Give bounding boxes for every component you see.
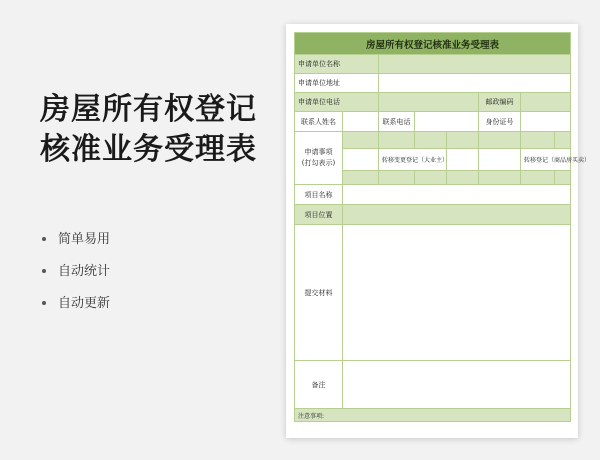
contact-phone-field bbox=[415, 112, 479, 132]
project-name-field bbox=[343, 185, 571, 205]
postcode-label: 邮政编码 bbox=[479, 93, 521, 112]
applicant-phone-label: 申请单位电话 bbox=[295, 93, 379, 112]
remarks-field bbox=[343, 361, 571, 409]
materials-label: 提交材料 bbox=[295, 225, 343, 361]
remarks-label: 备注 bbox=[295, 361, 343, 409]
feature-item: 自动统计 bbox=[42, 264, 110, 280]
headline-line-2: 核准业务受理表 bbox=[40, 132, 257, 167]
registration-form-table bbox=[294, 32, 591, 422]
option-2-checkbox bbox=[479, 149, 521, 171]
project-location-label: 项目位置 bbox=[295, 205, 343, 225]
materials-field bbox=[343, 225, 571, 361]
bullet-icon bbox=[42, 269, 46, 273]
id-number-label: 身份证号 bbox=[479, 112, 521, 132]
application-matter-label: 申请事项 (打勾表示) bbox=[295, 132, 343, 185]
postcode-field bbox=[521, 93, 571, 112]
option-1-blank bbox=[447, 149, 479, 171]
applicant-address-label: 申请单位地址 bbox=[295, 74, 379, 93]
page-headline bbox=[40, 90, 257, 170]
headline-line-1: 房屋所有权登记 bbox=[40, 92, 257, 127]
form-title: 房屋所有权登记核准业务受理表 bbox=[295, 33, 571, 55]
applicant-name-field bbox=[379, 55, 571, 74]
applicant-address-field bbox=[379, 74, 571, 93]
id-number-field bbox=[521, 112, 571, 132]
feature-item: 自动更新 bbox=[42, 296, 110, 312]
bullet-icon bbox=[42, 237, 46, 241]
applicant-phone-field bbox=[379, 93, 479, 112]
contact-phone-label: 联系电话 bbox=[379, 112, 415, 132]
contact-name-field bbox=[343, 112, 379, 132]
form-preview-sheet bbox=[286, 24, 591, 438]
feature-list bbox=[42, 232, 110, 328]
feature-item: 简单易用 bbox=[42, 232, 110, 248]
option-1-label: 转移变更登记（大业主） bbox=[379, 149, 447, 171]
notes-label: 注意事项: bbox=[295, 409, 571, 422]
option-1-checkbox bbox=[343, 149, 379, 171]
contact-name-label: 联系人姓名 bbox=[295, 112, 343, 132]
option-2-label: 转移登记（商品房买卖） bbox=[521, 149, 571, 171]
project-name-label: 项目名称 bbox=[295, 185, 343, 205]
bullet-icon bbox=[42, 301, 46, 305]
project-location-field bbox=[343, 205, 571, 225]
applicant-name-label: 申请单位名称 bbox=[295, 55, 379, 74]
